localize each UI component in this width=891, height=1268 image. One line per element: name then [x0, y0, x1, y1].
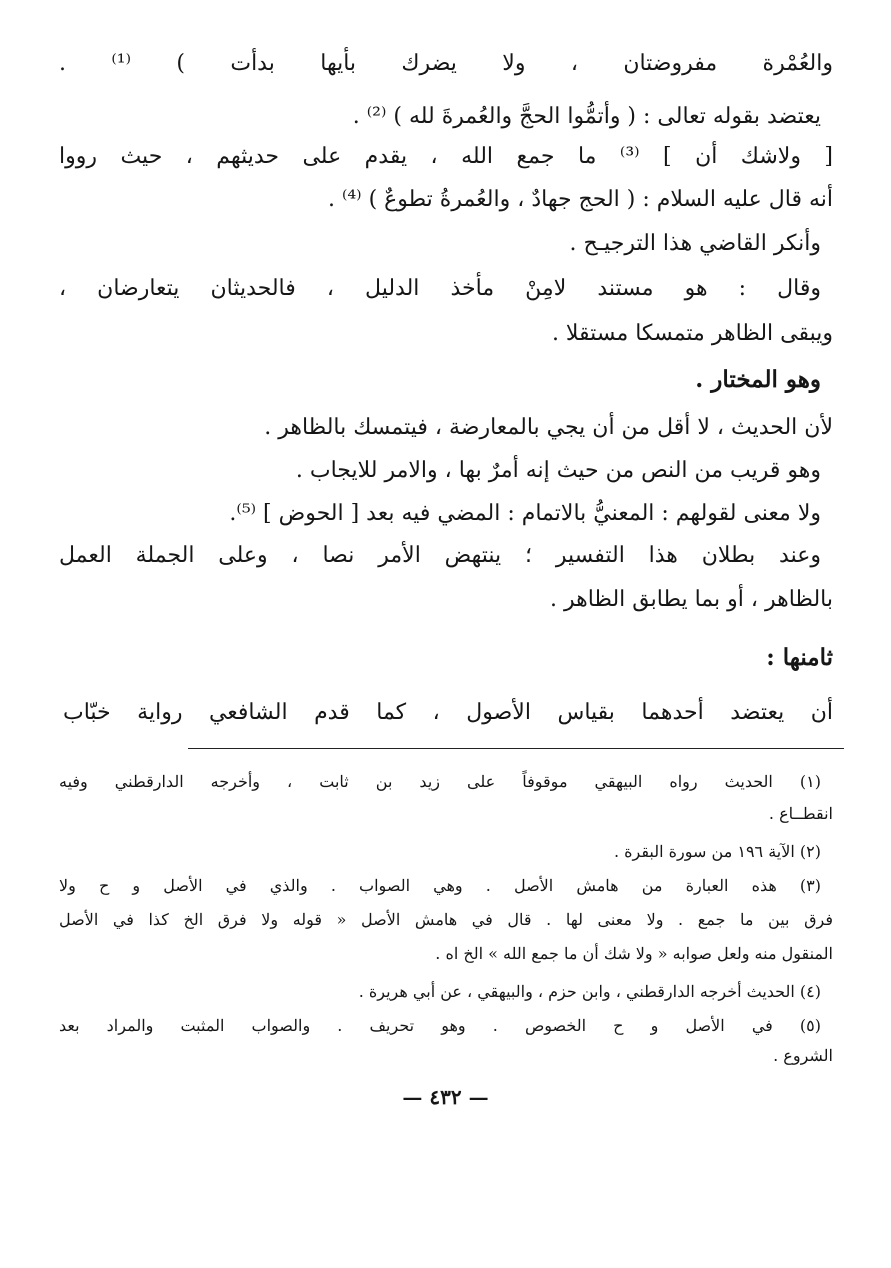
main-text-line: وهو قريب من النص من حيث إنه أمرٌ بها ، والامر للايجاب .	[295, 458, 821, 483]
main-text-line: ويبقى الظاهر متمسكا مستقلا .	[551, 321, 833, 346]
footnote-line: فرق بين ما جمع . ولا معنى لها . قال في هامش الأصل « قوله ولا فرق الخ كذا في الأصل	[59, 910, 833, 929]
section-heading: وهو المختار .	[695, 366, 821, 393]
main-text-line: أنه قال عليه السلام : ( الحج جهادٌ ، والعُمرةُ تطوعٌ ) ⁽⁴⁾ .	[327, 187, 833, 212]
footnote-line: (٥) في الأصل و ح الخصوص . وهو تحريف . والصواب المثبت والمراد بعد	[59, 1016, 821, 1035]
page-number: — ٤٣٢ —	[402, 1085, 489, 1109]
section-heading: ثامنها :	[766, 644, 833, 671]
main-text-line: [ ولاشك أن ] ⁽³⁾ ما جمع الله ، يقدم على حديثهم ، حيث رووا	[59, 144, 833, 169]
main-text-line: يعتضد بقوله تعالى : ( وأتمُّوا الحجَّ والعُمرةَ لله ) ⁽²⁾ .	[352, 104, 821, 129]
footnote-line: (٢) الآية ١٩٦ من سورة البقرة .	[613, 842, 821, 861]
main-text-line: بالظاهر ، أو بما يطابق الظاهر .	[549, 587, 833, 612]
main-text-line: وعند بطلان هذا التفسير ؛ ينتهض الأمر نصا ، وعلى الجملة العمل	[59, 543, 821, 568]
footnote-line: (٣) هذه العبارة من هامش الأصل . وهي الصواب . والذي في الأصل و ح ولا	[59, 876, 821, 895]
main-text-line: لأن الحديث ، لا أقل من أن يجي بالمعارضة ، فيتمسك بالظاهر .	[264, 415, 833, 440]
footnote-line: (١) الحديث رواه البيهقي موقوفاً على زيد بن ثابت ، وأخرجه الدارقطني وفيه	[59, 772, 821, 791]
footnote-line: الشروع .	[773, 1046, 833, 1065]
main-text-line: وقال : هو مستند لامِنْ مأخذ الدليل ، فالحديثان يتعارضان ،	[59, 276, 821, 301]
footnote-line: المنقول منه ولعل صوابه « ولا شك أن ما جمع الله » الخ اه .	[435, 944, 833, 963]
main-text-line: أن يعتضد أحدهما بقياس الأصول ، كما قدم الشافعي رواية خبّاب	[63, 700, 833, 725]
footnote-separator	[188, 748, 844, 749]
footnote-line: انقطــاع .	[768, 804, 833, 823]
main-text-line: ولا معنى لقولهم : المعنيُّ بالاتمام : المضي فيه بعد [ الحوض ] ⁽⁵⁾.	[229, 501, 821, 526]
footnote-line: (٤) الحديث أخرجه الدارقطني ، وابن حزم ، والبيهقي ، عن أبي هريرة .	[358, 982, 821, 1001]
main-text-line: والعُمْرة مفروضتان ، ولا يضرك بأيها بدأت ) ⁽¹⁾ .	[59, 51, 833, 76]
main-text-line: وأنكر القاضي هذا الترجيـح .	[569, 231, 821, 256]
